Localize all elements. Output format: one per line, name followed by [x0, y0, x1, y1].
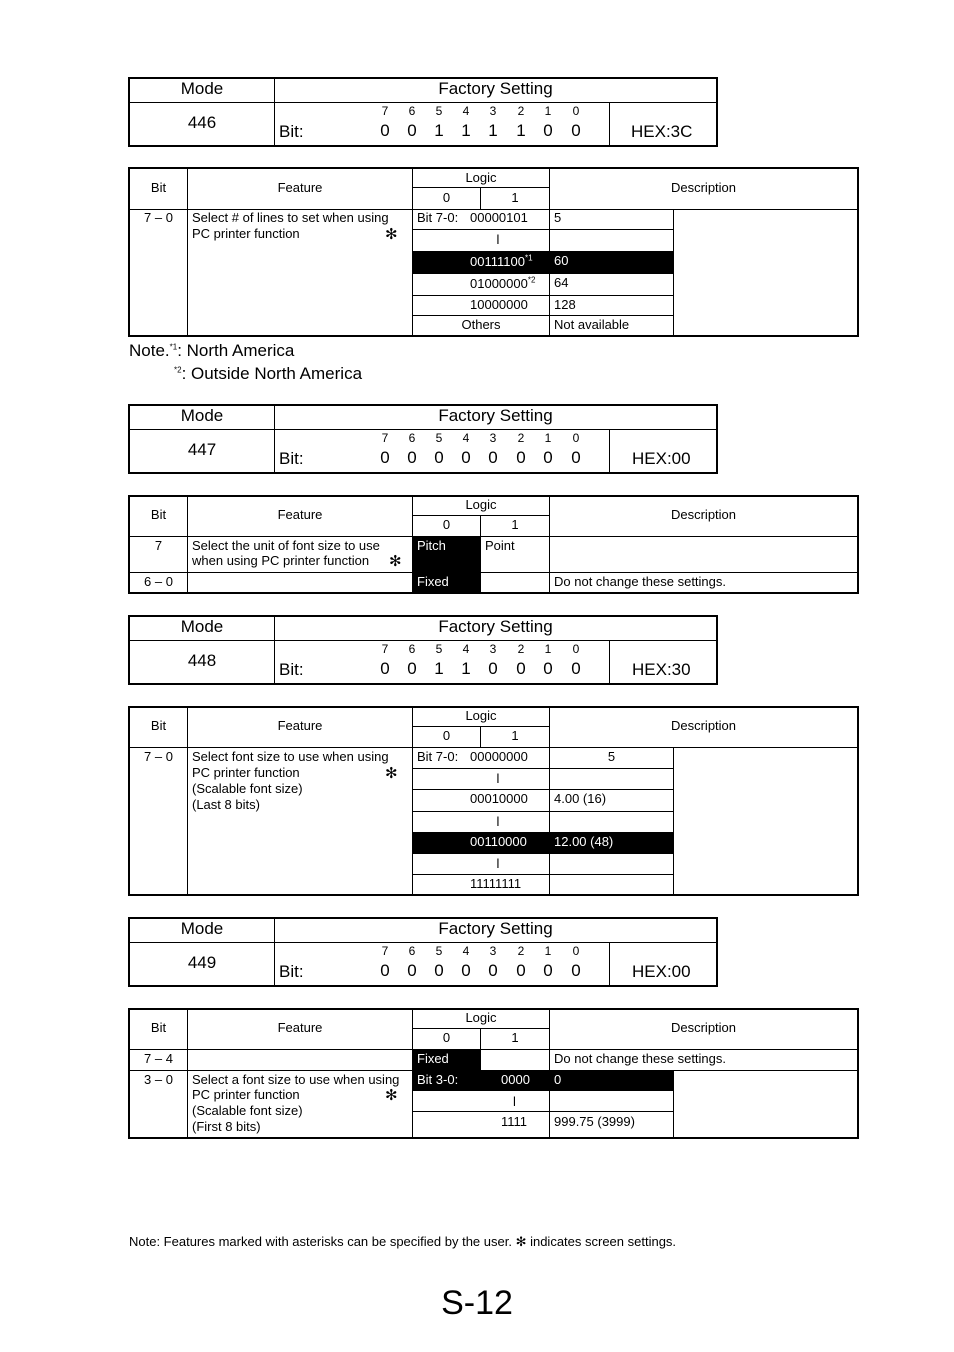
- col-description: Description: [670, 180, 737, 195]
- bit-value: 0: [488, 659, 498, 678]
- bit-value: 1: [516, 121, 526, 140]
- bit-value: 1: [434, 659, 444, 678]
- bit-position-label: 7: [381, 944, 389, 958]
- range-bar-icon: l: [496, 771, 500, 786]
- bit-value: 0: [543, 121, 553, 140]
- col-bit: Bit: [150, 180, 167, 195]
- bit-position-label: 3: [489, 104, 497, 118]
- bit-code-label: Bit 7-0:: [417, 749, 459, 764]
- feature-text: (First 8 bits): [192, 1119, 261, 1134]
- hex-value: HEX:30: [632, 660, 691, 679]
- bit-position-label: 1: [544, 944, 552, 958]
- col-bit: Bit: [150, 1020, 167, 1035]
- factory-setting-label: Factory Setting: [438, 617, 553, 636]
- logic-code: 00110000: [470, 834, 527, 849]
- asterisk-icon: ✻: [389, 553, 402, 570]
- page-number: S-12: [441, 1284, 513, 1322]
- feature-text: Select a font size to use when using: [192, 1072, 400, 1087]
- feature-text: when using PC printer function: [192, 553, 370, 568]
- feature-text: PC printer function: [192, 765, 300, 780]
- mode-number: 446: [187, 113, 217, 132]
- bit-range: 3 – 0: [144, 1072, 173, 1087]
- bit-value: 0: [380, 121, 390, 140]
- mode-label: Mode: [180, 406, 224, 425]
- logic-code: 01000000$^{*2}$: [470, 275, 536, 291]
- mode-label: Mode: [180, 617, 224, 636]
- logic-1: 1: [511, 728, 519, 743]
- bit-position-label: 6: [408, 431, 416, 445]
- bit-value: 1: [461, 121, 471, 140]
- bit-position-label: 2: [517, 944, 525, 958]
- description-value: 12.00 (48): [554, 834, 614, 849]
- bit-position-label: 0: [572, 944, 580, 958]
- range-bar-icon: l: [513, 1094, 516, 1109]
- bit-code-label: Bit 7-0:: [417, 210, 459, 225]
- bit-position-label: 7: [381, 104, 389, 118]
- bit-value: 0: [407, 448, 417, 467]
- asterisk-icon: ✻: [385, 1087, 398, 1104]
- bit-value: 0: [434, 448, 444, 467]
- bit-position-label: 2: [517, 431, 525, 445]
- mode-label: Mode: [180, 919, 224, 938]
- bit-value: 0: [461, 448, 471, 467]
- bit-position-label: 5: [435, 104, 443, 118]
- hex-value: HEX:00: [632, 449, 691, 468]
- logic-code: 10000000: [470, 297, 528, 312]
- bit-value: 0: [407, 121, 417, 140]
- bit-value: 0: [543, 448, 553, 467]
- bit-range: 7 – 0: [144, 749, 173, 764]
- logic-code: Others: [461, 317, 501, 332]
- range-bar-icon: l: [496, 814, 500, 829]
- feature-text: PC printer function: [192, 226, 300, 241]
- col-description: Description: [670, 718, 737, 733]
- bit-position-label: 3: [489, 642, 497, 656]
- col-logic: Logic: [465, 708, 497, 723]
- bit-value: 0: [516, 659, 526, 678]
- bit-value: 0: [571, 659, 581, 678]
- logic-1: 1: [511, 190, 519, 205]
- bit-position-label: 7: [381, 431, 389, 445]
- bit-range: 6 – 0: [144, 574, 173, 589]
- bit-position-label: 4: [462, 944, 470, 958]
- bit-value: 0: [434, 961, 444, 980]
- bit-value: 0: [543, 659, 553, 678]
- bit-value: 1: [461, 659, 471, 678]
- logic-code: 0000: [501, 1072, 530, 1087]
- bit-position-label: 4: [462, 431, 470, 445]
- bit-value: 0: [488, 961, 498, 980]
- description-value: 128: [554, 297, 576, 312]
- bit-position-label: 1: [544, 104, 552, 118]
- logic-code: 11111111: [470, 876, 522, 891]
- col-feature: Feature: [277, 718, 323, 733]
- col-feature: Feature: [277, 1020, 323, 1035]
- bit-range: 7 – 0: [144, 210, 173, 225]
- logic-1: 1: [511, 1030, 519, 1045]
- logic-1-value: Point: [485, 538, 515, 553]
- feature-text: Select font size to use when using: [192, 749, 389, 764]
- bit-position-label: 5: [435, 642, 443, 656]
- col-logic: Logic: [465, 497, 497, 512]
- bit-position-label: 0: [572, 642, 580, 656]
- bit-value: 0: [380, 448, 390, 467]
- highlight-row: [412, 832, 673, 853]
- logic-0-value: Fixed: [417, 1051, 449, 1066]
- bit-position-label: 3: [489, 431, 497, 445]
- hex-value: HEX:00: [632, 962, 691, 981]
- col-description: Description: [670, 507, 737, 522]
- logic-0: 0: [442, 517, 451, 532]
- bit-value: 0: [407, 659, 417, 678]
- bit-position-label: 4: [462, 642, 470, 656]
- col-feature: Feature: [277, 180, 323, 195]
- description-value: Do not change these settings.: [554, 574, 727, 589]
- mode-number: 447: [187, 440, 217, 459]
- feature-text: PC printer function: [192, 1087, 300, 1102]
- bit-position-label: 6: [408, 944, 416, 958]
- feature-text: (Scalable font size): [192, 781, 303, 796]
- feature-text: Select # of lines to set when using: [192, 210, 389, 225]
- description-value: 5: [607, 749, 616, 764]
- bit-position-label: 1: [544, 431, 552, 445]
- description-value: Do not change these settings.: [554, 1051, 727, 1066]
- logic-code: 00010000: [470, 791, 528, 806]
- mode-number: 449: [187, 953, 217, 972]
- bit-word: Bit:: [279, 962, 304, 981]
- feature-text: (Last 8 bits): [192, 797, 260, 812]
- description-value: Not available: [554, 317, 630, 332]
- bit-position-label: 2: [517, 104, 525, 118]
- bit-position-label: 6: [408, 104, 416, 118]
- mode-number: 448: [187, 651, 217, 670]
- bit-word: Bit:: [279, 122, 304, 141]
- description-value: 64: [554, 275, 569, 290]
- range-bar-icon: l: [496, 232, 500, 247]
- bit-value: 0: [543, 961, 553, 980]
- bit-value: 0: [380, 961, 390, 980]
- bit-word: Bit:: [279, 660, 304, 679]
- factory-setting-label: Factory Setting: [438, 406, 553, 425]
- bit-value: 1: [488, 121, 498, 140]
- highlight-row: [412, 251, 673, 273]
- col-bit: Bit: [150, 507, 167, 522]
- range-bar-icon: l: [496, 856, 500, 871]
- bit-position-label: 0: [572, 431, 580, 445]
- logic-0: 0: [442, 1030, 451, 1045]
- factory-setting-label: Factory Setting: [438, 919, 553, 938]
- logic-code: 00111100$^{*1}$: [470, 253, 533, 269]
- bit-value: 0: [407, 961, 417, 980]
- bit-range: 7 – 4: [144, 1051, 173, 1066]
- bit-position-label: 5: [435, 431, 443, 445]
- col-logic: Logic: [465, 1010, 497, 1025]
- asterisk-icon: ✻: [385, 226, 398, 243]
- col-bit: Bit: [150, 718, 167, 733]
- feature-text: (Scalable font size): [192, 1103, 303, 1118]
- bit-value: 0: [488, 448, 498, 467]
- factory-setting-label: Factory Setting: [438, 79, 553, 98]
- logic-0-value: Pitch: [417, 538, 446, 553]
- logic-0: 0: [442, 190, 451, 205]
- bit-position-label: 5: [435, 944, 443, 958]
- description-value: 999.75 (3999): [554, 1114, 635, 1129]
- bit-value: 0: [516, 448, 526, 467]
- bit-position-label: 7: [381, 642, 389, 656]
- bit-position-label: 3: [489, 944, 497, 958]
- bit-value: 0: [571, 121, 581, 140]
- asterisk-icon: ✻: [385, 765, 398, 782]
- bit-word: Bit:: [279, 449, 304, 468]
- mode-label: Mode: [180, 79, 224, 98]
- col-description: Description: [670, 1020, 737, 1035]
- description-value: 5: [554, 210, 562, 225]
- bit-range: 7: [154, 538, 163, 553]
- bit-code-label: Bit 3-0:: [417, 1072, 459, 1087]
- col-logic: Logic: [465, 170, 497, 185]
- bit-value: 0: [516, 961, 526, 980]
- bit-position-label: 1: [544, 642, 552, 656]
- bit-value: 0: [571, 961, 581, 980]
- footer-note: Note: Features marked with asterisks can be specified by the user. ✻ indicates screen settings.: [129, 1234, 677, 1249]
- bit-position-label: 2: [517, 642, 525, 656]
- hex-value: HEX:3C: [631, 122, 693, 141]
- logic-1: 1: [511, 517, 519, 532]
- bit-value: 0: [461, 961, 471, 980]
- logic-code: 00000000: [470, 749, 528, 764]
- description-value: 4.00 (16): [554, 791, 607, 806]
- col-feature: Feature: [277, 507, 323, 522]
- logic-0: 0: [442, 728, 451, 743]
- bit-value: 0: [571, 448, 581, 467]
- bit-position-label: 6: [408, 642, 416, 656]
- description-value: 60: [554, 253, 569, 268]
- description-value: 0: [554, 1072, 562, 1087]
- logic-0-value: Fixed: [417, 574, 449, 589]
- bit-position-label: 0: [572, 104, 580, 118]
- feature-text: Select the unit of font size to use: [192, 538, 380, 553]
- bit-value: 1: [434, 121, 444, 140]
- bit-value: 0: [380, 659, 390, 678]
- logic-code: 1111: [501, 1114, 528, 1129]
- logic-code: 00000101: [470, 210, 528, 225]
- bit-position-label: 4: [462, 104, 470, 118]
